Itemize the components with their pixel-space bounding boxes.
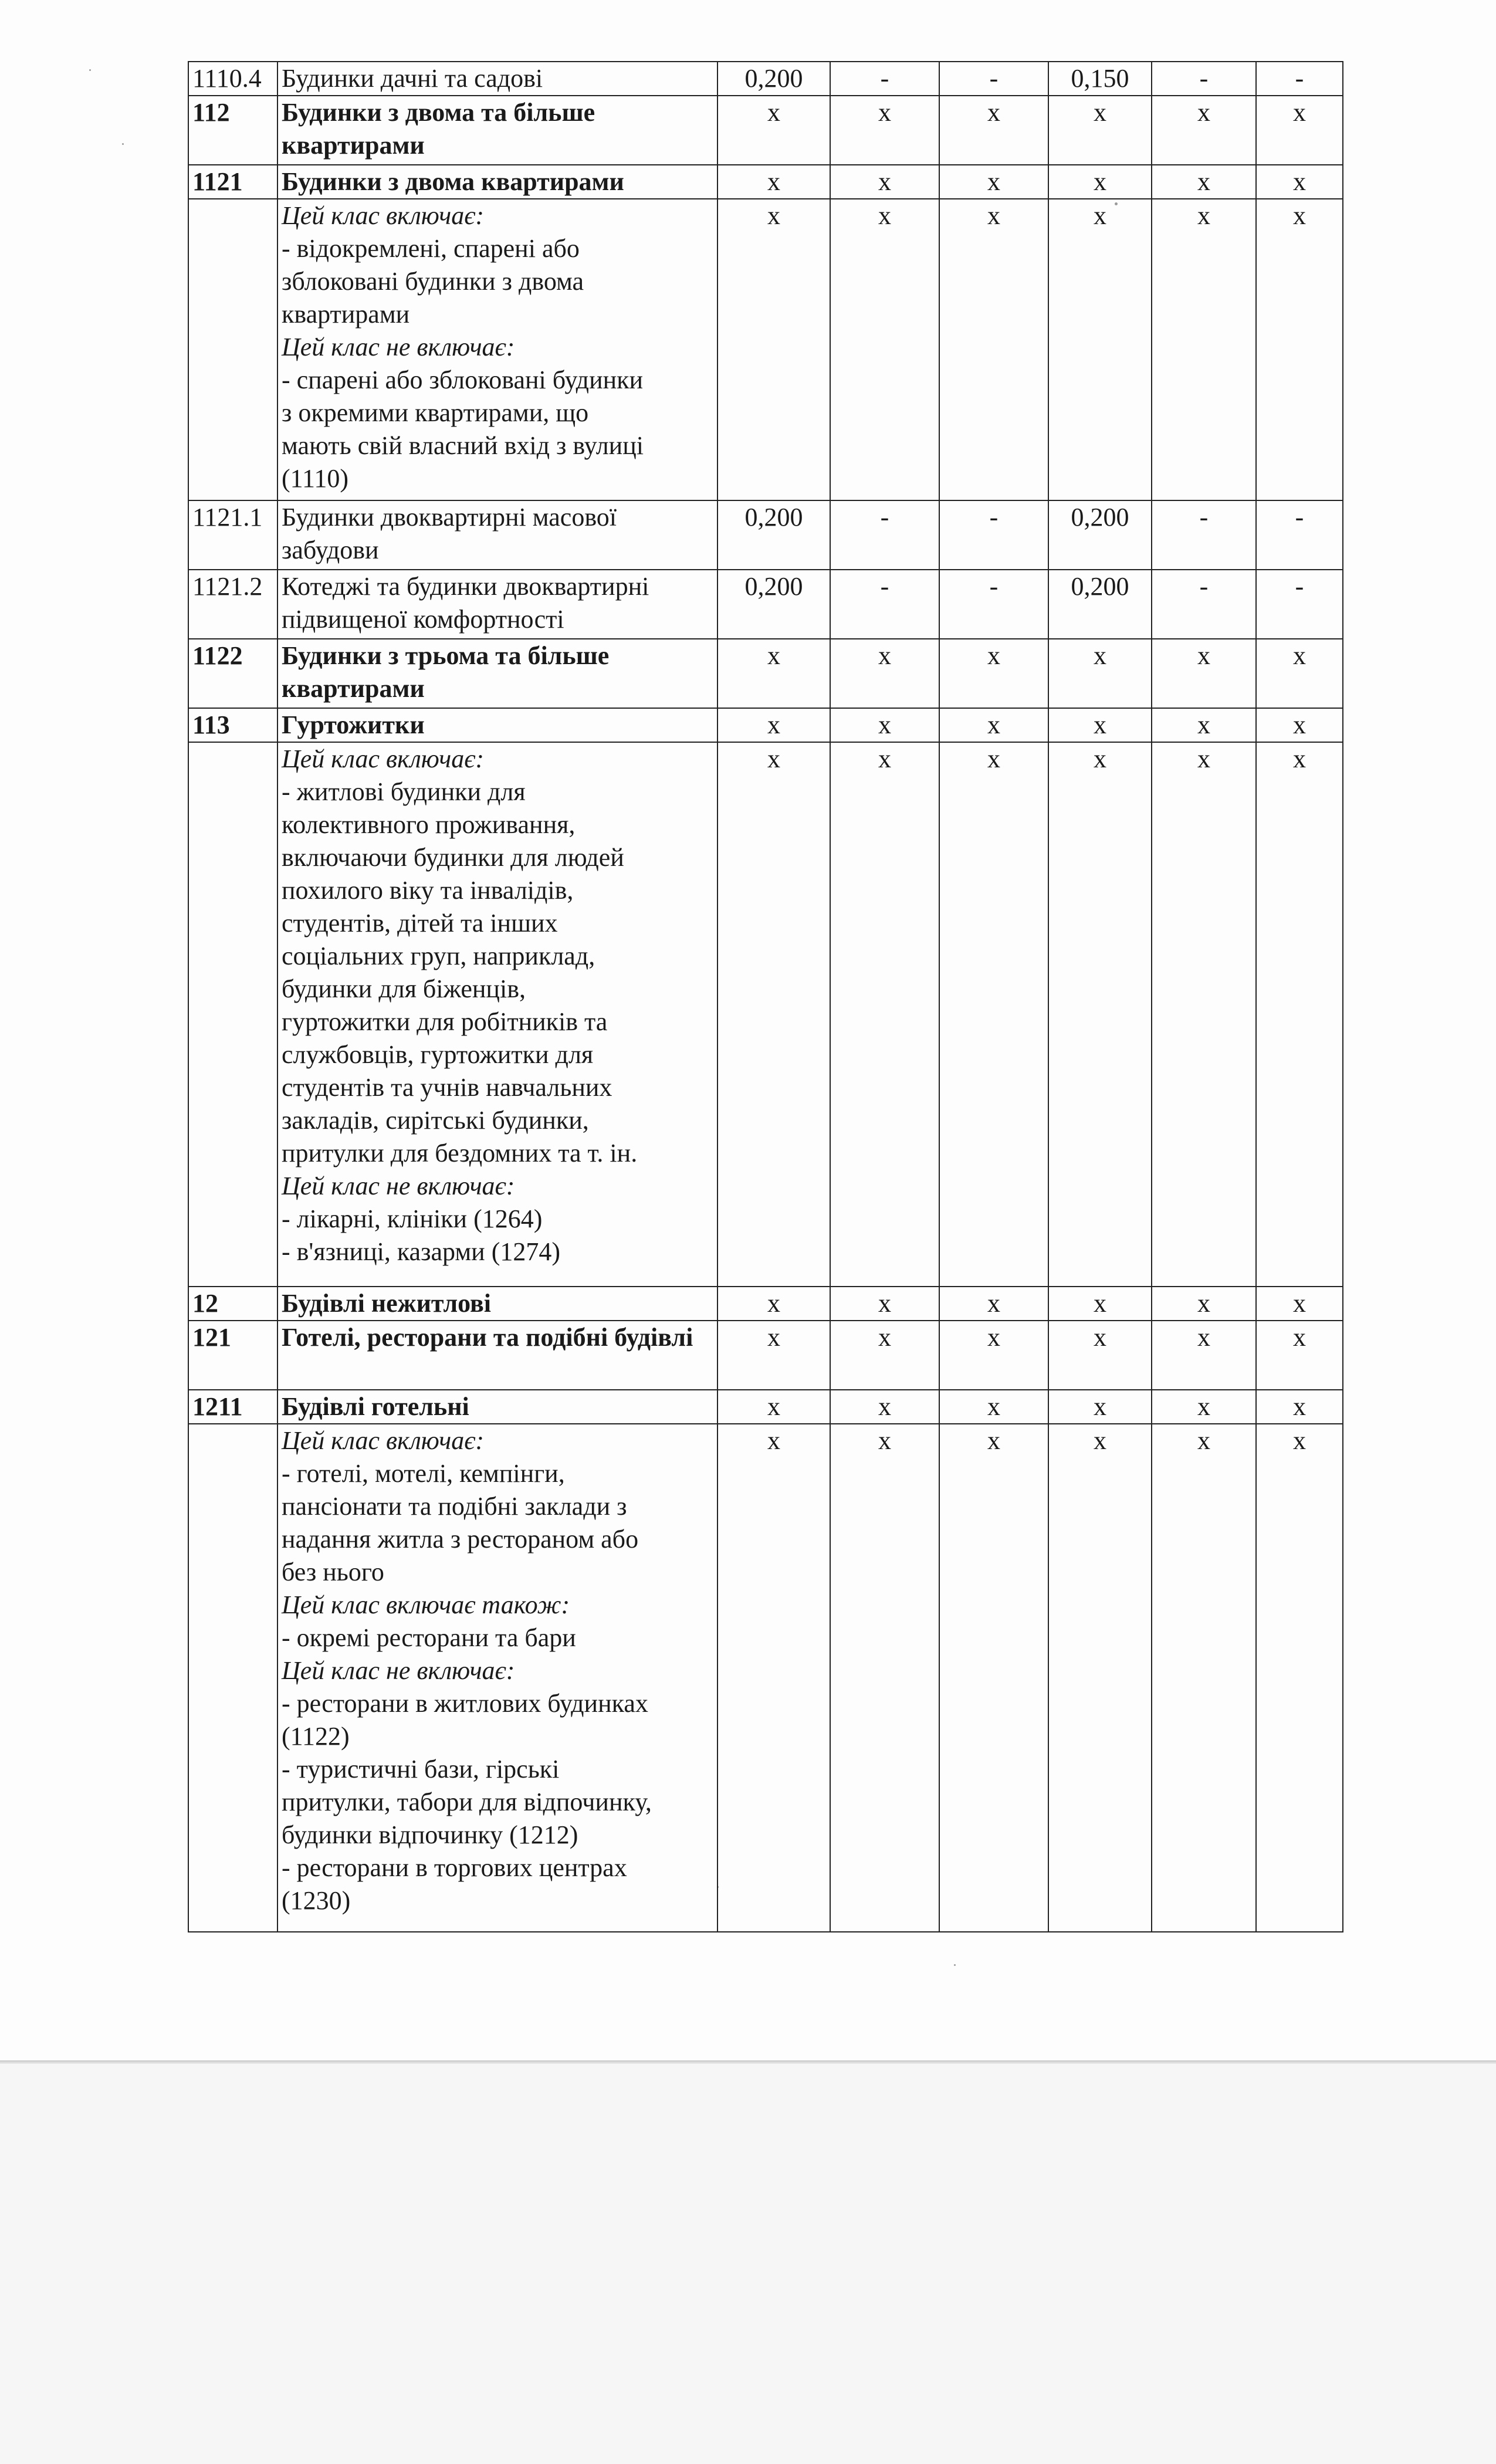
- description-line: соціальних груп, наприклад,: [282, 942, 595, 970]
- description-line: зблоковані будинки з двома: [282, 267, 584, 296]
- value-cell: 0,200: [717, 570, 830, 639]
- description-line: включаючи будинки для людей: [282, 843, 624, 872]
- value-cell: х: [717, 639, 830, 708]
- class-code: 1121.1: [188, 500, 277, 570]
- value-cell: х: [717, 1287, 830, 1321]
- value-cell: х: [1152, 1424, 1256, 1932]
- value-cell: х: [1152, 708, 1256, 742]
- value-cell: х: [1256, 708, 1343, 742]
- value-cell: х: [1152, 742, 1256, 1287]
- class-code: 1122: [188, 639, 277, 708]
- class-code: 1121.2: [188, 570, 277, 639]
- class-name: Будинки дачні та садові: [277, 62, 717, 96]
- description-line: з окремими квартирами, що: [282, 398, 589, 427]
- value-cell: х: [939, 639, 1048, 708]
- value-cell: -: [939, 62, 1048, 96]
- class-description: [277, 1424, 717, 1932]
- value-cell: х: [1048, 639, 1152, 708]
- classification-table: [188, 61, 1343, 1932]
- description-line: Цей клас не включає:: [282, 333, 515, 361]
- value-cell: 0,200: [1048, 500, 1152, 570]
- value-cell: х: [717, 1424, 830, 1932]
- scan-speck: [89, 69, 91, 71]
- description-line: службовців, гуртожитки для: [282, 1040, 594, 1069]
- description-line: - лікарні, клініки (1264): [282, 1204, 543, 1233]
- value-cell: х: [939, 1424, 1048, 1932]
- class-code: 12: [188, 1287, 277, 1321]
- value-cell: х: [1048, 1287, 1152, 1321]
- value-cell: х: [1152, 639, 1256, 708]
- value-cell: х: [1048, 96, 1152, 165]
- class-code: 113: [188, 708, 277, 742]
- class-code: 112: [188, 96, 277, 165]
- class-name: Будинки з трьома та більше квартирами: [277, 639, 717, 708]
- value-cell: х: [1256, 1321, 1343, 1390]
- description-line: гуртожитки для робітників та: [282, 1007, 608, 1036]
- description-line: - ресторани в торгових центрах: [282, 1853, 627, 1882]
- table-row: [188, 1424, 1343, 1932]
- value-cell: х: [1152, 1287, 1256, 1321]
- value-cell: х: [1048, 1390, 1152, 1424]
- value-cell: х: [939, 708, 1048, 742]
- value-cell: х: [1152, 1321, 1256, 1390]
- description-line: Цей клас не включає:: [282, 1656, 515, 1685]
- class-code: [188, 1424, 277, 1932]
- value-cell: х: [1256, 639, 1343, 708]
- description-line: без нього: [282, 1558, 384, 1586]
- table-row: [188, 570, 1343, 639]
- class-name: Будівлі нежитлові: [277, 1287, 717, 1321]
- value-cell: 0,200: [717, 500, 830, 570]
- value-cell: х: [1256, 165, 1343, 199]
- value-cell: х: [830, 1321, 939, 1390]
- value-cell: х: [717, 742, 830, 1287]
- description-line: будинки для біженців,: [282, 974, 526, 1003]
- value-cell: х: [939, 96, 1048, 165]
- value-cell: х: [1256, 742, 1343, 1287]
- class-name: Будинки двоквартирні масової забудови: [277, 500, 717, 570]
- description-line: Цей клас включає:: [282, 744, 485, 773]
- description-line: Цей клас включає також:: [282, 1590, 570, 1619]
- value-cell: х: [717, 165, 830, 199]
- value-cell: х: [939, 1287, 1048, 1321]
- scan-background: [0, 2064, 1496, 2464]
- description-line: пансіонати та подібні заклади з: [282, 1492, 627, 1521]
- description-line: квартирами: [282, 300, 410, 329]
- description-line: закладів, сирітські будинки,: [282, 1106, 589, 1135]
- table-row: [188, 708, 1343, 742]
- class-name: Будівлі готельні: [277, 1390, 717, 1424]
- description-line: притулки, табори для відпочинку,: [282, 1788, 652, 1816]
- value-cell: х: [1152, 165, 1256, 199]
- table-row: [188, 62, 1343, 96]
- value-cell: х: [717, 1321, 830, 1390]
- description-line: - окремі ресторани та бари: [282, 1623, 576, 1652]
- value-cell: 0,200: [717, 62, 830, 96]
- table-row: [188, 199, 1343, 500]
- description-line: Цей клас включає:: [282, 1426, 485, 1455]
- description-line: - житлові будинки для: [282, 777, 526, 806]
- value-cell: -: [1256, 62, 1343, 96]
- value-cell: х: [830, 639, 939, 708]
- value-cell: -: [830, 570, 939, 639]
- table-row: [188, 1287, 1343, 1321]
- class-code: [188, 199, 277, 500]
- description-line: (1122): [282, 1722, 350, 1751]
- value-cell: х: [1048, 1321, 1152, 1390]
- value-cell: х: [717, 199, 830, 500]
- value-cell: х: [830, 96, 939, 165]
- value-cell: х: [939, 742, 1048, 1287]
- value-cell: 0,150: [1048, 62, 1152, 96]
- class-code: 121: [188, 1321, 277, 1390]
- value-cell: х: [1256, 199, 1343, 500]
- description-line: похилого віку та інвалідів,: [282, 876, 574, 905]
- description-line: - ресторани в житлових будинках: [282, 1689, 648, 1718]
- class-description: [277, 199, 717, 500]
- value-cell: х: [1152, 1390, 1256, 1424]
- value-cell: х: [939, 1321, 1048, 1390]
- value-cell: х: [939, 165, 1048, 199]
- value-cell: х: [830, 1390, 939, 1424]
- class-code: [188, 742, 277, 1287]
- value-cell: х: [939, 1390, 1048, 1424]
- value-cell: х: [1152, 96, 1256, 165]
- value-cell: х: [830, 1424, 939, 1932]
- value-cell: х: [1256, 96, 1343, 165]
- table-row: [188, 500, 1343, 570]
- class-name: Будинки з двома квартирами: [277, 165, 717, 199]
- description-line: Цей клас включає:: [282, 201, 485, 230]
- table-row: [188, 165, 1343, 199]
- description-line: (1230): [282, 1886, 351, 1915]
- value-cell: -: [1256, 500, 1343, 570]
- table-row: [188, 96, 1343, 165]
- value-cell: -: [939, 500, 1048, 570]
- value-cell: х: [1256, 1390, 1343, 1424]
- value-cell: х: [1048, 165, 1152, 199]
- value-cell: х: [1048, 1424, 1152, 1932]
- value-cell: х: [830, 199, 939, 500]
- class-code: 1211: [188, 1390, 277, 1424]
- description-line: студентів, дітей та інших: [282, 909, 558, 937]
- value-cell: х: [717, 96, 830, 165]
- class-name: Готелі, ресторани та подібні будівлі: [277, 1321, 717, 1390]
- value-cell: -: [1256, 570, 1343, 639]
- value-cell: х: [830, 708, 939, 742]
- value-cell: х: [1256, 1287, 1343, 1321]
- description-line: - готелі, мотелі, кемпінги,: [282, 1459, 565, 1488]
- value-cell: -: [830, 500, 939, 570]
- value-cell: х: [717, 708, 830, 742]
- value-cell: х: [830, 1287, 939, 1321]
- value-cell: -: [1152, 62, 1256, 96]
- description-line: будинки відпочинку (1212): [282, 1820, 578, 1849]
- description-line: Цей клас не включає:: [282, 1172, 515, 1200]
- description-line: (1110): [282, 464, 349, 493]
- description-line: студентів та учнів навчальних: [282, 1073, 612, 1102]
- description-line: - спарені або зблоковані будинки: [282, 365, 644, 394]
- value-cell: х: [830, 742, 939, 1287]
- scan-speck: [954, 1964, 956, 1966]
- class-name: Гуртожитки: [277, 708, 717, 742]
- value-cell: х: [830, 165, 939, 199]
- value-cell: -: [830, 62, 939, 96]
- table-row: [188, 639, 1343, 708]
- description-line: мають свій власний вхід з вулиці: [282, 431, 644, 460]
- value-cell: -: [939, 570, 1048, 639]
- table-row: [188, 742, 1343, 1287]
- description-line: притулки для бездомних та т. ін.: [282, 1139, 638, 1167]
- table-row: [188, 1390, 1343, 1424]
- class-code: 1110.4: [188, 62, 277, 96]
- table-row: [188, 1321, 1343, 1390]
- class-name: Котеджі та будинки двоквартирні підвищеної комфортності: [277, 570, 717, 639]
- value-cell: х: [1152, 199, 1256, 500]
- value-cell: х: [717, 1390, 830, 1424]
- description-line: - відокремлені, спарені або: [282, 234, 580, 263]
- value-cell: -: [1152, 500, 1256, 570]
- value-cell: х: [1048, 742, 1152, 1287]
- value-cell: х: [1048, 708, 1152, 742]
- class-code: 1121: [188, 165, 277, 199]
- description-line: надання житла з рестораном або: [282, 1525, 639, 1553]
- value-cell: х: [1048, 199, 1152, 500]
- class-name: Будинки з двома та більше квартирами: [277, 96, 717, 165]
- value-cell: х: [1256, 1424, 1343, 1932]
- value-cell: 0,200: [1048, 570, 1152, 639]
- description-line: - в'язниці, казарми (1274): [282, 1237, 561, 1266]
- class-description: [277, 742, 717, 1287]
- description-line: колективного проживання,: [282, 810, 576, 839]
- description-line: - туристичні бази, гірські: [282, 1755, 560, 1783]
- value-cell: х: [939, 199, 1048, 500]
- value-cell: -: [1152, 570, 1256, 639]
- scan-speck: [122, 143, 124, 145]
